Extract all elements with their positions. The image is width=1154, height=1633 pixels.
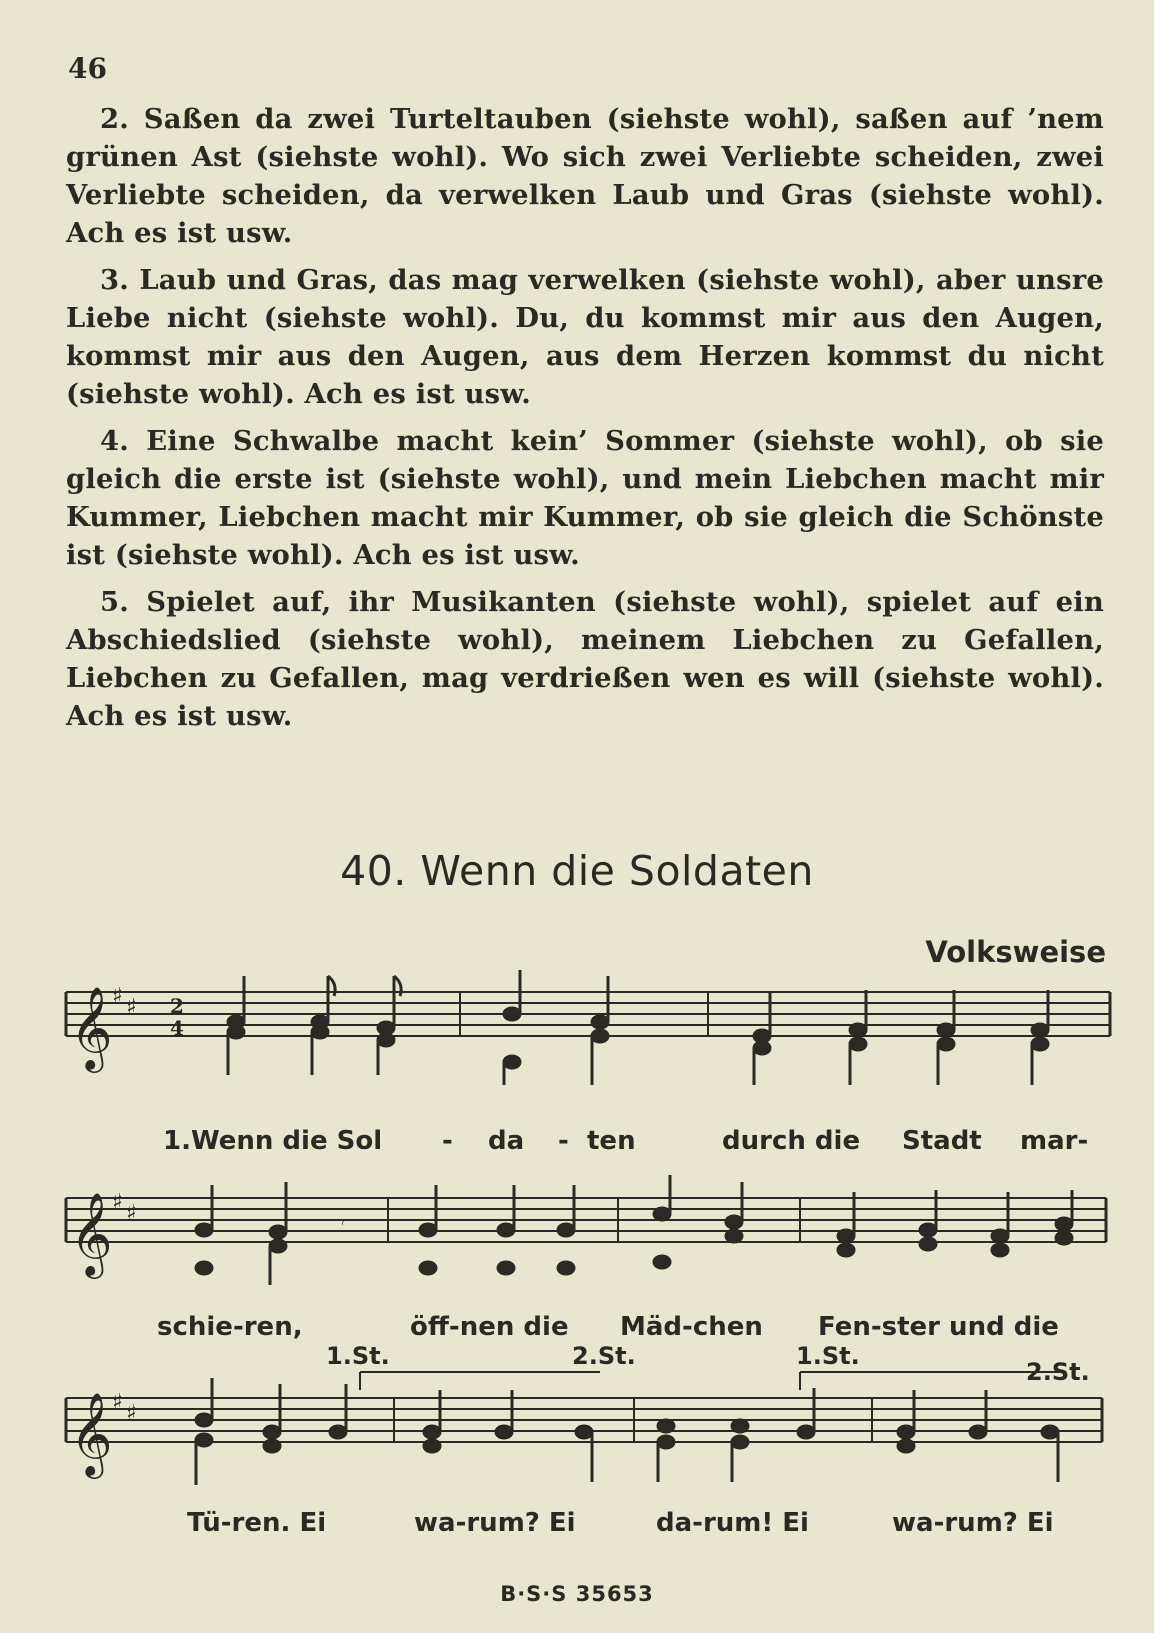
lyric-syllable: öff-nen die [410, 1312, 569, 1342]
lyric-syllable: mar- [1020, 1126, 1089, 1156]
composer: Volksweise [925, 935, 1106, 969]
lyric-syllable: schie-ren, [157, 1312, 303, 1342]
lyric-syllable: 1.Wenn die Sol [163, 1126, 383, 1156]
treble-clef-icon: 𝄞 [70, 1391, 113, 1475]
sharp-icon: ♯ [126, 1200, 137, 1226]
svg-text:𝄾: 𝄾 [340, 1212, 345, 1233]
ending-marker: 1.St. [326, 1342, 390, 1370]
verse-4: 4. Eine Schwalbe macht kein’ Sommer (siehste wohl), ob sie gleich die erste ist (siehste wohl), und mein Liebchen macht mir Kummer, Liebchen macht mir Kummer, ob sie gleich die Schönste ist (siehste wohl). Ach es ist usw. [66, 425, 1104, 571]
lyric-syllable: - [558, 1126, 569, 1156]
treble-clef-icon: 𝄞 [70, 985, 113, 1069]
sharp-icon: ♯ [112, 1389, 123, 1415]
lyric-syllable: Stadt [902, 1126, 982, 1156]
lyric-syllable: durch die [722, 1126, 861, 1156]
sharp-icon: ♯ [112, 1189, 123, 1215]
time-signature-bottom: 4 [170, 1016, 184, 1040]
lyric-syllable: Mäd-chen [620, 1312, 763, 1342]
lyric-syllable: da [488, 1126, 525, 1156]
verse-5: 5. Spielet auf, ihr Musikanten (siehste wohl), spielet auf ein Abschiedslied (siehste wohl), meinem Liebchen zu Gefallen, Liebchen zu Gefallen, mag verdrießen wen es will (siehste wohl). Ach es ist usw. [66, 586, 1104, 732]
lyric-syllable: - [442, 1126, 453, 1156]
time-signature-top: 2 [170, 994, 184, 1018]
ending-marker: 1.St. [796, 1342, 860, 1370]
lyric-syllable: wa-rum? Ei [892, 1508, 1054, 1538]
lyric-syllable: Tü-ren. Ei [187, 1508, 327, 1538]
lyric-syllable: ten [587, 1126, 636, 1156]
verse-3: 3. Laub und Gras, das mag verwelken (siehste wohl), aber unsre Liebe nicht (siehste wohl). Du, du kommst mir aus den Augen, kommst mir aus den Augen, aus dem Herzen kommst du nicht (siehste wohl). Ach es ist usw. [66, 264, 1104, 410]
sharp-icon: ♯ [126, 994, 137, 1020]
verse-2: 2. Saßen da zwei Turteltauben (siehste wohl), saßen auf ’nem grünen Ast (siehste wohl). Wo sich zwei Verliebte scheiden, zwei Verliebte scheiden, da verwelken Laub und Gras (siehste wohl). Ach es ist usw. [66, 103, 1104, 249]
lyrics-line-1 [0, 1126, 1154, 1166]
ending-marker: 2.St. [1026, 1358, 1090, 1386]
catalog-number: B·S·S 35653 [500, 1582, 654, 1606]
lyric-syllable: wa-rum? Ei [414, 1508, 576, 1538]
lyric-syllable: da-rum! Ei [656, 1508, 809, 1538]
notes-system-1 [228, 970, 1048, 1085]
staff-2 [66, 1198, 1106, 1242]
page-number: 46 [68, 52, 107, 85]
ending-marker: 2.St. [572, 1342, 636, 1370]
lyrics-line-3 [0, 1508, 1154, 1548]
lyric-syllable: Fen-ster und die [818, 1312, 1059, 1342]
treble-clef-icon: 𝄞 [70, 1191, 113, 1275]
song-title: 40. Wenn die Soldaten [340, 847, 814, 895]
sharp-icon: ♯ [126, 1400, 137, 1426]
sharp-icon: ♯ [112, 983, 123, 1009]
